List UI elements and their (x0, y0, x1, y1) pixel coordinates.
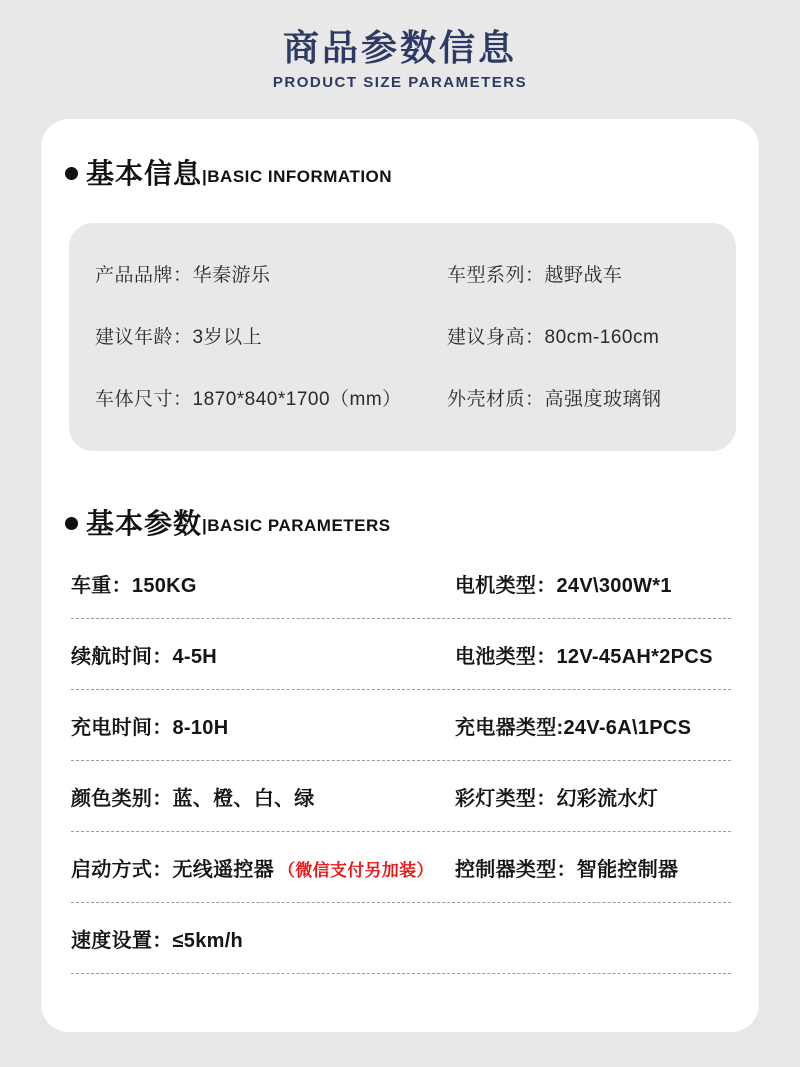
param-charger-type: 充电器类型:24V-6A\1PCS (455, 716, 692, 739)
param-controller-type: 控制器类型：智能控制器 (455, 858, 679, 881)
basic-params-heading-en: |BASIC PARAMETERS (202, 516, 391, 536)
param-charge-time: 充电时间：8-10H (71, 716, 229, 739)
param-colors: 颜色类别：蓝、橙、白、绿 (71, 787, 315, 810)
info-cell-height: 建议身高：80cm-160cm (447, 327, 660, 349)
basic-info-box (69, 223, 736, 451)
param-row (71, 690, 731, 761)
info-cell-brand: 产品品牌：华秦游乐 (95, 265, 271, 287)
param-speed-setting: 速度设置：≤5km/h (71, 929, 244, 952)
basic-params-heading-zh: 基本参数 (86, 507, 203, 539)
info-row (69, 367, 736, 429)
info-cell-age: 建议年龄：3岁以上 (95, 327, 263, 349)
basic-info-heading-zh: 基本信息 (86, 158, 203, 190)
param-row (71, 619, 731, 690)
page-subtitle: PRODUCT SIZE PARAMETERS (272, 74, 528, 92)
basic-params-heading (65, 507, 759, 541)
info-cell-series: 车型系列：越野战车 (447, 265, 623, 287)
param-start-mode (71, 853, 455, 882)
param-weight: 车重：150KG (71, 574, 197, 597)
param-start-mode-text: 启动方式：无线遥控器 (71, 858, 274, 881)
param-battery-type: 电池类型：12V-45AH*2PCS (455, 645, 713, 668)
param-row (71, 832, 731, 903)
info-row (69, 305, 736, 367)
param-row (71, 903, 731, 974)
info-cell-material: 外壳材质：高强度玻璃钢 (447, 389, 662, 411)
params-list (71, 548, 731, 974)
info-cell-size: 车体尺寸：1870*840*1700（mm） (95, 389, 402, 411)
param-start-mode-note: （微信支付另加装） (278, 860, 434, 880)
info-row (69, 243, 736, 305)
basic-info-heading-en: |BASIC INFORMATION (202, 166, 393, 186)
page-header (0, 0, 800, 91)
basic-info-heading (65, 157, 759, 191)
param-light-type: 彩灯类型：幻彩流水灯 (455, 787, 658, 810)
param-motor-type: 电机类型：24V\300W*1 (455, 574, 672, 597)
page-title: 商品参数信息 (282, 27, 517, 68)
basic-params-section (41, 507, 759, 975)
param-row (71, 548, 731, 619)
bullet-icon (65, 517, 78, 530)
param-row (71, 761, 731, 832)
param-battery-life: 续航时间：4-5H (71, 645, 218, 668)
bullet-icon (65, 167, 78, 180)
parameters-card (41, 119, 759, 1032)
